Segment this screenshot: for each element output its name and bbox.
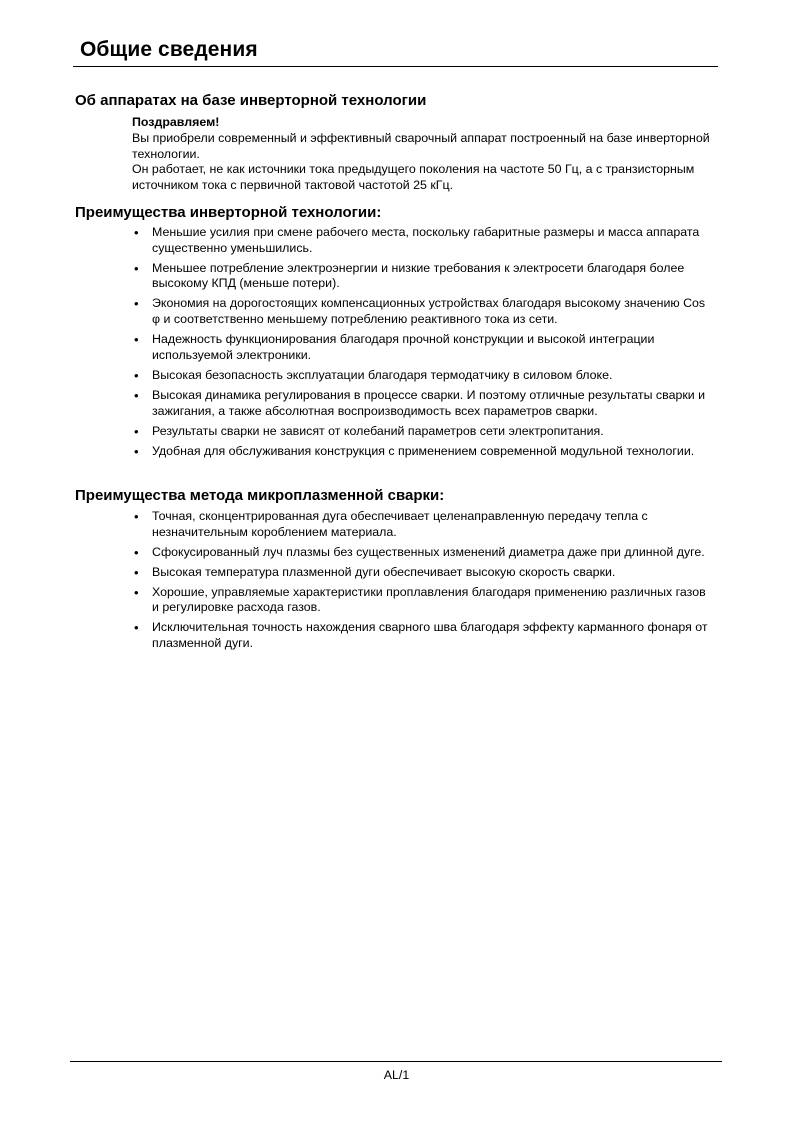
bullet-icon: • [134, 509, 139, 524]
list-item [132, 368, 716, 384]
list-item [132, 225, 716, 256]
list-item-text: Высокая температура плазменной дуги обеспечивает высокую скорость сварки. [152, 564, 616, 579]
list-item-text: Высокая динамика регулирования в процессе сварки. И поэтому отличные результаты сварки и зажигания, а также абсолютная воспроизводимость всех параметров сварки. [152, 387, 706, 418]
bullet-icon: • [134, 423, 139, 439]
intro-block [132, 115, 712, 194]
bullet-icon: • [134, 443, 139, 459]
bullet-icon: • [134, 260, 139, 276]
bullet-icon: • [134, 544, 139, 560]
intro-paragraph-1: Вы приобрели современный и эффективный сварочный аппарат построенный на базе инверторной технологии. [132, 130, 710, 161]
list-item-text: Высокая безопасность эксплуатации благодаря термодатчику в силовом блоке. [152, 367, 613, 382]
page-title: Общие сведения [80, 38, 258, 61]
list-item [132, 261, 716, 292]
list-item-text: Точная, сконцентрированная дуга обеспечивает целенаправленную передачу тепла с незначительным короблением материала. [152, 509, 648, 539]
list-item-text: Экономия на дорогостоящих компенсационных устройствах благодаря высокому значению Cos φ и соответственно меньшему потреблению реактивного тока из сети. [152, 296, 706, 327]
bullet-icon: • [134, 564, 139, 580]
bullet-icon: • [134, 225, 139, 240]
intro-paragraph-2: Он работает, не как источники тока предыдущего поколения на частоте 50 Гц, а с транзисторным источником тока с первичной тактовой частотой 25 кГц. [132, 162, 695, 193]
list-item [132, 620, 716, 651]
list-item [132, 585, 716, 616]
list-item [132, 545, 716, 561]
greeting-text: Поздравляем! [132, 115, 220, 129]
bullet-icon: • [134, 367, 139, 383]
list-item-text: Меньшие усилия при смене рабочего места, поскольку габаритные размеры и масса аппарата существенно уменьшились. [152, 225, 700, 255]
list-item [132, 332, 716, 363]
section-heading-microplasma: Преимущества метода микроплазменной сварки: [75, 487, 445, 504]
title-divider [73, 66, 718, 67]
list-item-text: Хорошие, управляемые характеристики проплавления благодаря применению различных газов и регулировке расхода газов. [152, 584, 706, 615]
bullet-icon: • [134, 620, 139, 636]
list-item-text: Надежность функционирования благодаря прочной конструкции и высокой интеграции используемой электроники. [152, 332, 655, 362]
bullet-icon: • [134, 584, 139, 600]
list-item-text: Исключительная точность нахождения сварного шва благодаря эффекту карманного фонаря от плазменной дуги. [152, 620, 708, 651]
bullet-icon: • [134, 332, 139, 348]
bullet-icon: • [134, 387, 139, 403]
list-item [132, 296, 716, 327]
list-item [132, 388, 716, 419]
list-item [132, 509, 716, 540]
list-item-text: Результаты сварки не зависят от колебаний параметров сети электропитания. [152, 423, 604, 438]
list-item [132, 444, 716, 460]
list-item [132, 565, 716, 581]
footer-divider [70, 1061, 722, 1062]
page-number: AL/1 [383, 1068, 410, 1082]
section-heading-inverter: Преимущества инверторной технологии: [75, 204, 382, 221]
list-item [132, 424, 716, 440]
microplasma-advantages-list [132, 509, 716, 656]
section-heading-intro: Об аппаратах на базе инверторной технологии [75, 92, 427, 109]
inverter-advantages-list [132, 225, 716, 464]
bullet-icon: • [134, 296, 139, 312]
list-item-text: Сфокусированный луч плазмы без существенных изменений диаметра даже при длинной дуге. [152, 544, 705, 559]
list-item-text: Удобная для обслуживания конструкция с применением современной модульной технологии. [152, 443, 695, 458]
list-item-text: Меньшее потребление электроэнергии и низкие требования к электросети благодаря более высокому КПД (меньше потери). [152, 260, 685, 291]
